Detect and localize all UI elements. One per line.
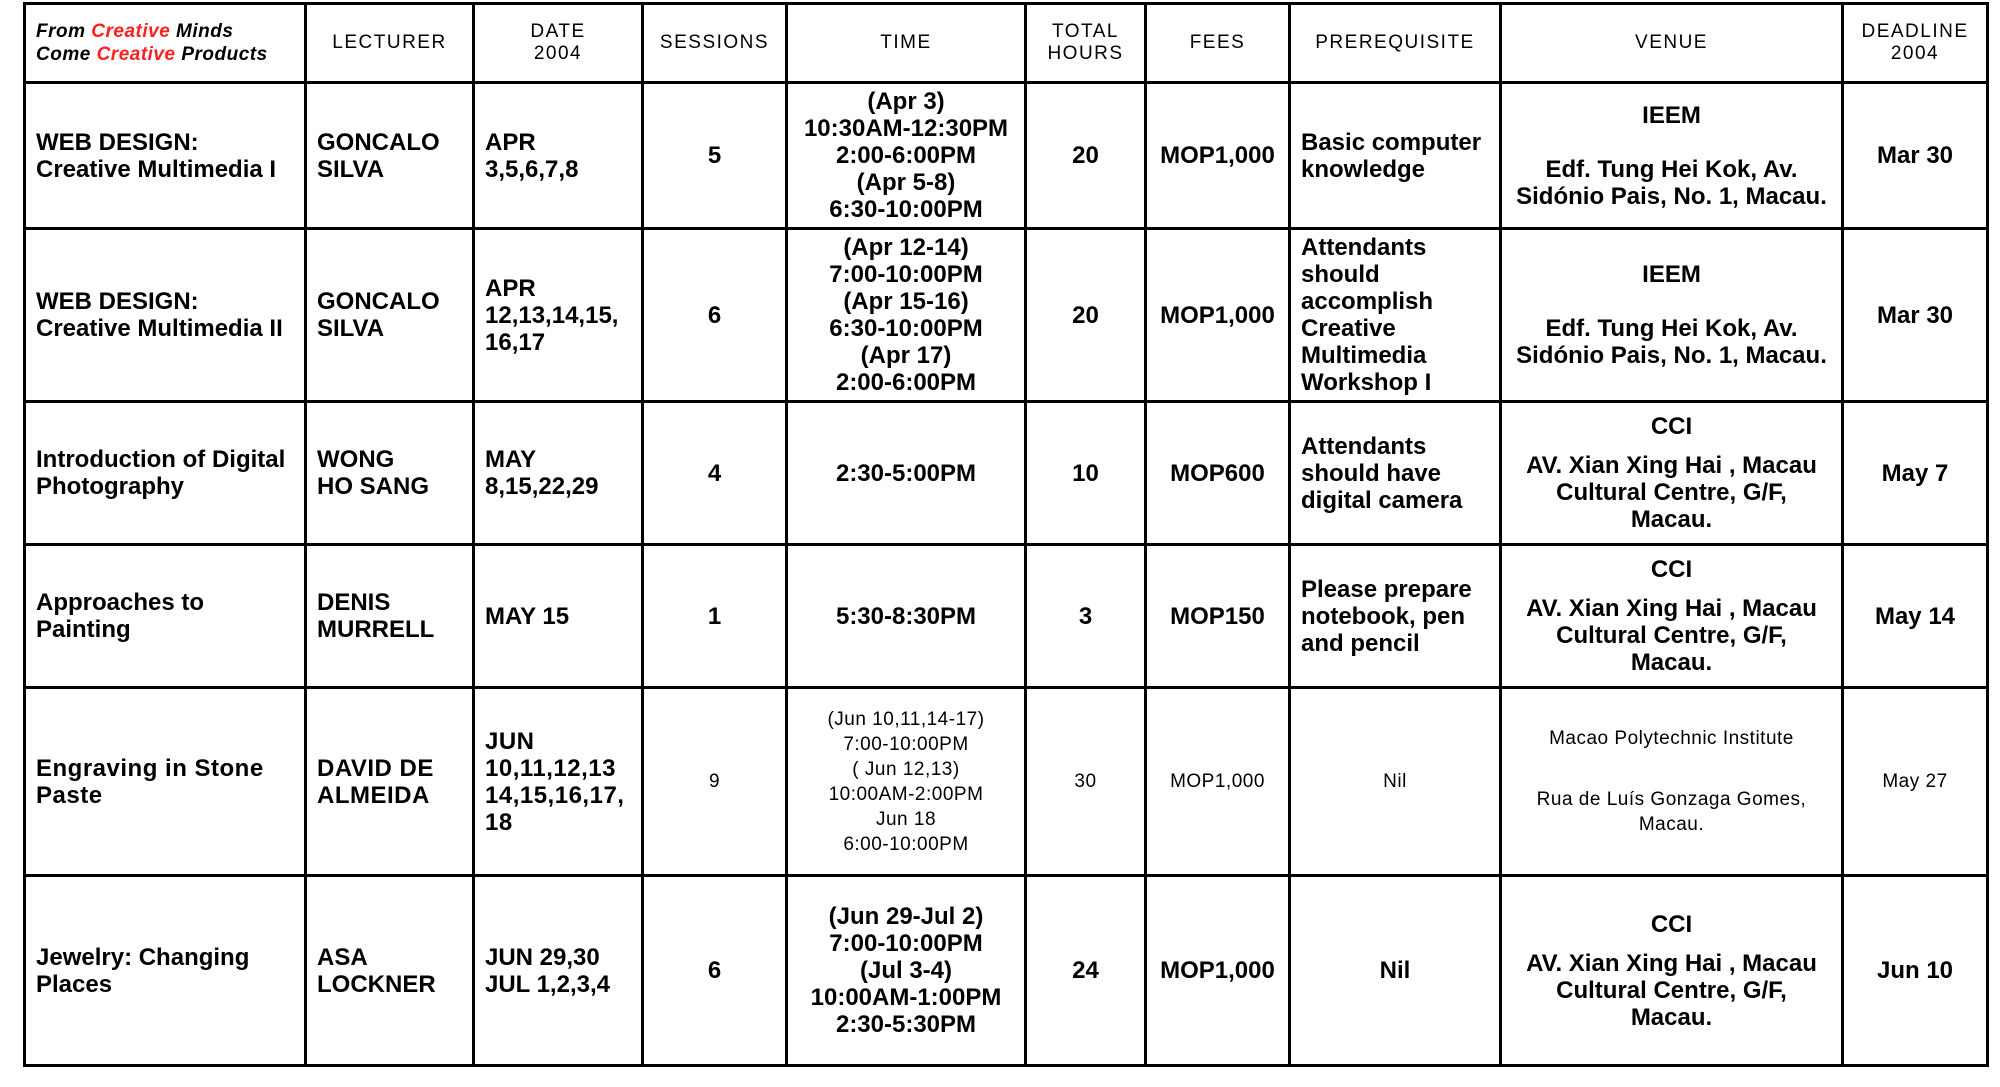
time-line: (Jun 10,11,14-17) bbox=[827, 708, 985, 730]
time-line: (Jun 29-Jul 2) bbox=[828, 903, 984, 930]
lecturer-name: SILVA bbox=[317, 315, 385, 342]
fees-cell: MOP600 bbox=[1146, 402, 1290, 545]
venue-cell bbox=[1501, 229, 1843, 402]
prerequisite-cell bbox=[1290, 876, 1501, 1066]
course-cell bbox=[25, 83, 306, 229]
column-header-deadline-line: DEADLINE bbox=[1861, 21, 1969, 42]
column-header-date bbox=[474, 4, 643, 83]
time-line: 2:30-5:30PM bbox=[835, 1011, 977, 1038]
prerequisite-line: Attendants bbox=[1301, 432, 1427, 460]
date-days: 14,15,16,17, bbox=[485, 781, 625, 809]
course-subtitle: Paste bbox=[36, 781, 103, 809]
prerequisite-line: digital camera bbox=[1301, 486, 1463, 514]
prerequisite-cell bbox=[1290, 545, 1501, 688]
time-line: (Jul 3-4) bbox=[859, 957, 952, 984]
slogan-text: Come bbox=[36, 44, 97, 65]
course-title: WEB DESIGN: bbox=[36, 128, 199, 156]
date-days: 8,15,22,29 bbox=[485, 473, 599, 500]
course-cell bbox=[25, 545, 306, 688]
venue-address-line: AV. Xian Xing Hai , Macau bbox=[1526, 452, 1817, 479]
lecturer-name: GONCALO bbox=[317, 128, 440, 156]
venue-address-line: AV. Xian Xing Hai , Macau bbox=[1526, 949, 1817, 977]
lecturer-cell bbox=[306, 229, 474, 402]
venue-address-line: AV. Xian Xing Hai , Macau bbox=[1526, 595, 1817, 622]
lecturer-name: HO SANG bbox=[317, 473, 430, 500]
total-hours-cell: 24 bbox=[1026, 876, 1146, 1066]
venue-name: CCI bbox=[1650, 556, 1693, 583]
prerequisite-line: Creative bbox=[1301, 315, 1396, 342]
time-cell bbox=[787, 876, 1026, 1066]
lecturer-name: SILVA bbox=[317, 155, 385, 183]
date-days: 3,5,6,7,8 bbox=[485, 155, 579, 183]
column-header-date-year: 2004 bbox=[533, 43, 583, 64]
venue-address-line: Rua de Luís Gonzaga Gomes, bbox=[1536, 789, 1807, 810]
lecturer-name: WONG bbox=[317, 446, 395, 473]
prerequisite-line: Nil bbox=[1383, 771, 1407, 792]
time-line: 10:30AM-12:30PM bbox=[803, 115, 1009, 142]
course-subtitle: Creative Multimedia II bbox=[36, 315, 283, 342]
fees-cell: MOP1,000 bbox=[1146, 688, 1290, 876]
slogan-highlight: Creative bbox=[96, 44, 176, 65]
column-header-date-line: DATE bbox=[530, 21, 586, 42]
course-title: Jewelry: Changing bbox=[36, 943, 250, 971]
date-cell bbox=[474, 688, 643, 876]
venue-spacer bbox=[1512, 129, 1831, 156]
prerequisite-line: and pencil bbox=[1301, 629, 1420, 657]
lecturer-cell bbox=[306, 402, 474, 545]
total-hours-cell: 20 bbox=[1026, 229, 1146, 402]
table-row bbox=[25, 545, 1988, 688]
time-line: 2:30-5:00PM bbox=[835, 459, 977, 487]
total-hours-cell: 30 bbox=[1026, 688, 1146, 876]
date-month: APR bbox=[485, 128, 536, 156]
date-days: 18 bbox=[485, 808, 513, 836]
time-line: 6:00-10:00PM bbox=[843, 833, 969, 855]
deadline-cell: Jun 10 bbox=[1843, 876, 1988, 1066]
prerequisite-line: accomplish bbox=[1301, 288, 1434, 315]
venue-spacer bbox=[1512, 938, 1831, 950]
date-days: 16,17 bbox=[485, 328, 546, 356]
header-row bbox=[25, 4, 1988, 83]
lecturer-name: ASA bbox=[317, 943, 368, 971]
date-cell bbox=[474, 876, 643, 1066]
venue-cell bbox=[1501, 402, 1843, 545]
time-cell bbox=[787, 545, 1026, 688]
sessions-cell: 6 bbox=[643, 229, 787, 402]
slogan-text: From bbox=[36, 21, 92, 42]
venue-address-line: Macau. bbox=[1630, 649, 1713, 676]
fees-cell: MOP150 bbox=[1146, 545, 1290, 688]
prerequisite-line: Nil bbox=[1379, 957, 1411, 984]
venue-address-line: Cultural Centre, G/F, bbox=[1556, 479, 1787, 506]
time-line: (Apr 15-16) bbox=[843, 288, 969, 315]
sessions-cell: 9 bbox=[643, 688, 787, 876]
time-cell bbox=[787, 402, 1026, 545]
time-line: 7:00-10:00PM bbox=[829, 930, 983, 957]
course-title: Engraving in Stone bbox=[36, 754, 264, 782]
prerequisite-line: Workshop I bbox=[1301, 369, 1432, 396]
column-header-total-hours-line: HOURS bbox=[1047, 43, 1124, 64]
prerequisite-cell bbox=[1290, 83, 1501, 229]
lecturer-name: DENIS bbox=[317, 589, 391, 616]
venue-address-line: Edf. Tung Hei Kok, Av. bbox=[1545, 315, 1798, 342]
prerequisite-line: should bbox=[1301, 261, 1380, 288]
table-row bbox=[25, 229, 1988, 402]
venue-name: IEEM bbox=[1642, 261, 1701, 288]
date-cell bbox=[474, 229, 643, 402]
column-header-total-hours-line: TOTAL bbox=[1052, 21, 1119, 42]
lecturer-name: ALMEIDA bbox=[317, 781, 430, 809]
venue-address-line: Cultural Centre, G/F, bbox=[1556, 976, 1787, 1004]
date-cell bbox=[474, 83, 643, 229]
venue-address-line: Cultural Centre, G/F, bbox=[1556, 622, 1787, 649]
deadline-cell: Mar 30 bbox=[1843, 229, 1988, 402]
lecturer-cell bbox=[306, 83, 474, 229]
slogan-line-2 bbox=[36, 43, 294, 66]
table-row bbox=[25, 402, 1988, 545]
course-cell bbox=[25, 402, 306, 545]
prerequisite-line: Basic computer bbox=[1301, 128, 1482, 156]
time-line: 6:30-10:00PM bbox=[829, 315, 983, 342]
time-line: (Apr 12-14) bbox=[843, 234, 969, 261]
column-header-fees: FEES bbox=[1146, 4, 1290, 83]
fees-cell: MOP1,000 bbox=[1146, 83, 1290, 229]
slogan-highlight: Creative bbox=[91, 21, 171, 42]
time-line: Jun 18 bbox=[875, 808, 937, 830]
table-row bbox=[25, 876, 1988, 1066]
date-month: APR bbox=[485, 274, 536, 302]
time-line: 7:00-10:00PM bbox=[843, 733, 969, 755]
column-header-sessions: SESSIONS bbox=[643, 4, 787, 83]
prerequisite-line: knowledge bbox=[1301, 155, 1426, 183]
course-cell bbox=[25, 688, 306, 876]
venue-cell bbox=[1501, 876, 1843, 1066]
venue-cell bbox=[1501, 688, 1843, 876]
table-row bbox=[25, 83, 1988, 229]
time-line: ( Jun 12,13) bbox=[852, 758, 960, 780]
time-line: 2:00-6:00PM bbox=[835, 142, 977, 169]
time-line: 10:00AM-2:00PM bbox=[828, 783, 984, 805]
course-title: Approaches to bbox=[36, 589, 205, 616]
venue-name: Macao Polytechnic Institute bbox=[1549, 728, 1794, 749]
time-line: 10:00AM-1:00PM bbox=[810, 984, 1002, 1011]
total-hours-cell: 20 bbox=[1026, 83, 1146, 229]
date-cell bbox=[474, 402, 643, 545]
course-subtitle: Creative Multimedia I bbox=[36, 155, 277, 183]
lecturer-name: MURRELL bbox=[317, 616, 435, 643]
deadline-cell: May 14 bbox=[1843, 545, 1988, 688]
venue-name: CCI bbox=[1650, 413, 1693, 440]
venue-cell bbox=[1501, 545, 1843, 688]
column-header-time: TIME bbox=[787, 4, 1026, 83]
column-header-venue: VENUE bbox=[1501, 4, 1843, 83]
prerequisite-line: Please prepare bbox=[1301, 575, 1472, 603]
total-hours-cell: 3 bbox=[1026, 545, 1146, 688]
time-line: (Apr 3) bbox=[867, 88, 945, 115]
course-title: Introduction of Digital bbox=[36, 446, 286, 473]
fees-cell: MOP1,000 bbox=[1146, 876, 1290, 1066]
venue-address-line: Macau. bbox=[1638, 814, 1705, 835]
sessions-cell: 6 bbox=[643, 876, 787, 1066]
time-line: (Apr 5-8) bbox=[856, 169, 956, 196]
total-hours-cell: 10 bbox=[1026, 402, 1146, 545]
date-cell bbox=[474, 545, 643, 688]
venue-address-line: Sidónio Pais, No. 1, Macau. bbox=[1516, 182, 1827, 210]
venue-spacer bbox=[1512, 751, 1831, 787]
prerequisite-line: should have bbox=[1301, 459, 1442, 487]
slogan-text: Minds bbox=[170, 21, 234, 42]
prerequisite-line: Attendants bbox=[1301, 234, 1427, 261]
course-subtitle: Painting bbox=[36, 616, 131, 643]
sessions-cell: 1 bbox=[643, 545, 787, 688]
date-days: JUN 29,30 bbox=[485, 943, 600, 971]
column-header-deadline-year: 2004 bbox=[1890, 43, 1940, 64]
prerequisite-cell bbox=[1290, 688, 1501, 876]
prerequisite-line: notebook, pen bbox=[1301, 602, 1465, 630]
column-header-total-hours bbox=[1026, 4, 1146, 83]
deadline-cell: May 7 bbox=[1843, 402, 1988, 545]
column-header-lecturer: LECTURER bbox=[306, 4, 474, 83]
time-line: 5:30-8:30PM bbox=[835, 602, 977, 630]
venue-address-line: Edf. Tung Hei Kok, Av. bbox=[1545, 155, 1798, 183]
time-line: 2:00-6:00PM bbox=[835, 369, 977, 396]
course-title: WEB DESIGN: bbox=[36, 288, 199, 315]
lecturer-cell bbox=[306, 545, 474, 688]
slogan-line-1 bbox=[36, 20, 294, 43]
sessions-cell: 5 bbox=[643, 83, 787, 229]
column-header-prerequisite: PREREQUISITE bbox=[1290, 4, 1501, 83]
venue-spacer bbox=[1512, 288, 1831, 315]
table-row bbox=[25, 688, 1988, 876]
prerequisite-cell bbox=[1290, 229, 1501, 402]
course-cell bbox=[25, 229, 306, 402]
course-subtitle: Places bbox=[36, 970, 113, 998]
date-month: MAY bbox=[485, 446, 537, 473]
sessions-cell: 4 bbox=[643, 402, 787, 545]
course-subtitle: Photography bbox=[36, 473, 184, 500]
course-schedule-table bbox=[23, 2, 1989, 1067]
venue-address-line: Sidónio Pais, No. 1, Macau. bbox=[1516, 342, 1827, 369]
date-days: 10,11,12,13 bbox=[485, 754, 616, 782]
column-header-deadline bbox=[1843, 4, 1988, 83]
deadline-cell: Mar 30 bbox=[1843, 83, 1988, 229]
venue-name: CCI bbox=[1650, 910, 1693, 938]
date-days: 12,13,14,15, bbox=[485, 301, 619, 329]
date-month: JUN bbox=[485, 727, 535, 755]
time-line: 6:30-10:00PM bbox=[829, 196, 983, 223]
fees-cell: MOP1,000 bbox=[1146, 229, 1290, 402]
venue-address-line: Macau. bbox=[1630, 506, 1713, 533]
date-days: MAY 15 bbox=[485, 602, 570, 630]
time-cell bbox=[787, 688, 1026, 876]
lecturer-name: LOCKNER bbox=[317, 970, 436, 998]
slogan-cell bbox=[25, 4, 306, 83]
venue-spacer bbox=[1512, 583, 1831, 595]
time-line: 7:00-10:00PM bbox=[829, 261, 983, 288]
deadline-cell: May 27 bbox=[1843, 688, 1988, 876]
lecturer-name: DAVID DE bbox=[317, 754, 434, 782]
venue-name: IEEM bbox=[1642, 101, 1701, 129]
time-cell bbox=[787, 83, 1026, 229]
lecturer-cell bbox=[306, 876, 474, 1066]
venue-address-line: Macau. bbox=[1630, 1003, 1713, 1031]
prerequisite-line: Multimedia bbox=[1301, 342, 1427, 369]
prerequisite-cell bbox=[1290, 402, 1501, 545]
lecturer-cell bbox=[306, 688, 474, 876]
venue-spacer bbox=[1512, 440, 1831, 452]
lecturer-name: GONCALO bbox=[317, 288, 440, 315]
time-cell bbox=[787, 229, 1026, 402]
time-line: (Apr 17) bbox=[860, 342, 952, 369]
date-days: JUL 1,2,3,4 bbox=[485, 970, 610, 998]
slogan-text: Products bbox=[175, 44, 268, 65]
course-cell bbox=[25, 876, 306, 1066]
venue-cell bbox=[1501, 83, 1843, 229]
